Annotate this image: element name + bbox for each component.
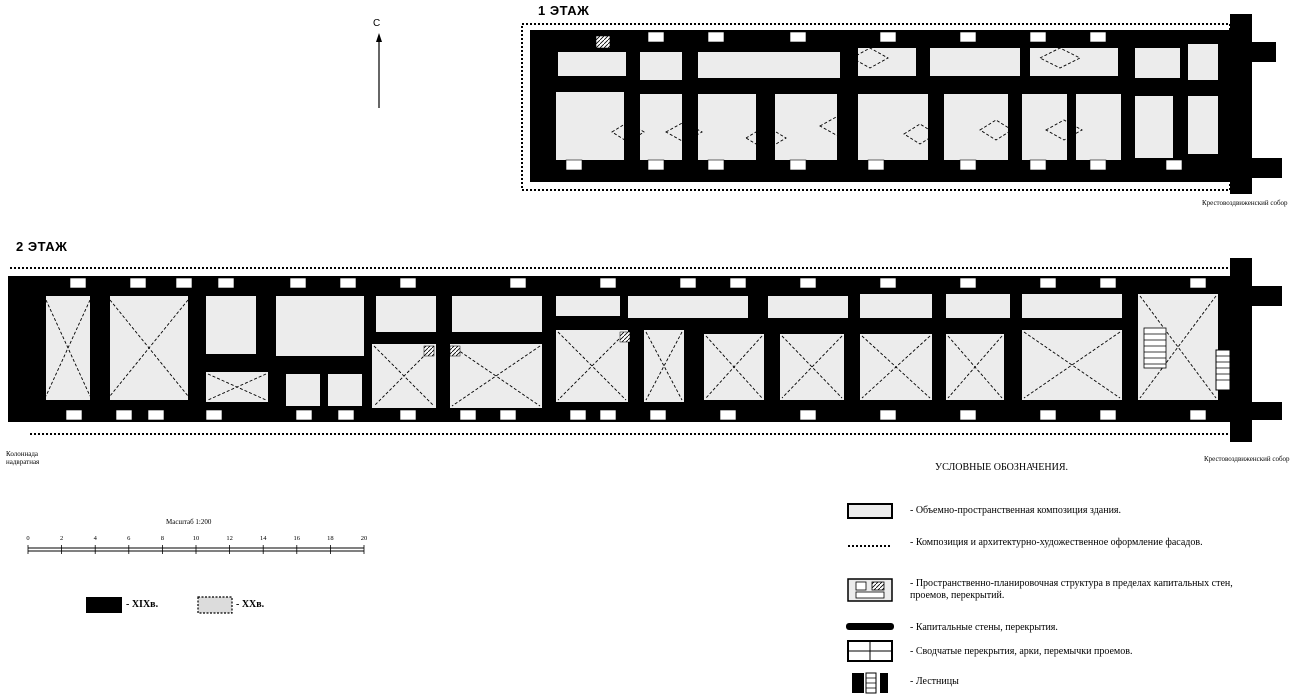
scale-tick: 8 <box>160 535 165 542</box>
legend-symbols <box>846 504 894 693</box>
period-label-xix: - XIXв. <box>126 599 159 610</box>
scale-tick-labels <box>0 535 400 545</box>
legend-title: УСЛОВНЫЕ ОБОЗНАЧЕНИЯ. <box>935 462 1068 473</box>
scale-tick: 0 <box>26 535 30 542</box>
floor-1-neighbor-label: Крестовоздвиженский собор <box>1202 199 1288 207</box>
scale-tick: 4 <box>93 535 97 542</box>
scale-tick: 12 <box>226 535 233 542</box>
floor-2-left-label: Колоннада надвратная <box>6 450 40 466</box>
legend-item-facades: - Композиция и архитектурно-художественное оформление фасадов. <box>910 537 1203 548</box>
scale-tick: 20 <box>360 535 368 542</box>
legend-item-stairs: - Лестницы <box>910 676 959 687</box>
period-label-xx: - XXв. <box>236 599 265 610</box>
legend-item-walls: - Капитальные стены, перекрытия. <box>910 622 1058 633</box>
scale-tick: 16 <box>293 535 301 542</box>
scale-tick: 2 <box>59 535 64 542</box>
legend-item-composition: - Объемно-пространственная композиция здания. <box>910 505 1122 516</box>
scale-tick: 6 <box>127 535 131 542</box>
scale-tick: 18 <box>327 535 334 542</box>
scale-tick: 14 <box>259 535 267 542</box>
period-swatch-xix <box>86 597 122 613</box>
legend-item-planning: - Пространственно-планировочная структура в пределах капитальных стен, проемов, перекрытий. <box>910 578 1233 601</box>
north-label: С <box>373 18 381 29</box>
legend-item-vaults: - Сводчатые перекрытия, арки, перемычки проемов. <box>910 646 1133 657</box>
floor-1-plan <box>522 14 1282 194</box>
floor-2-right-label: Крестовоздвиженский собор <box>1204 455 1290 463</box>
north-arrow <box>376 33 382 108</box>
floor-2-plan <box>8 258 1282 442</box>
scale-title: Масштаб 1:200 <box>166 518 212 526</box>
scale-tick: 10 <box>192 535 200 542</box>
scale-bar <box>28 545 364 554</box>
period-swatch-xx <box>198 597 232 613</box>
floor-1-title: 1 ЭТАЖ <box>538 3 590 18</box>
floor-2-title: 2 ЭТАЖ <box>16 239 68 254</box>
